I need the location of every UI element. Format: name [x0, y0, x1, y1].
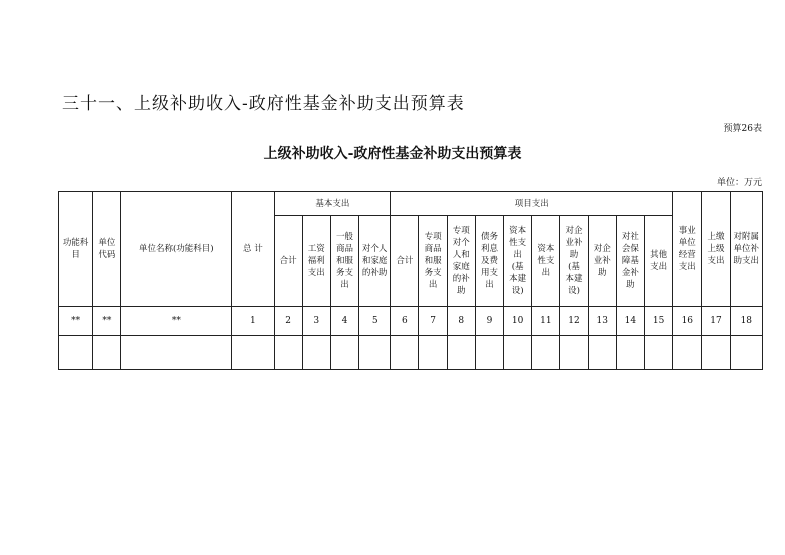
header-func-code: 功能科目 [59, 192, 93, 307]
header-unit-code: 单位代码 [93, 192, 121, 307]
header-turn-over: 上缴上级支出 [702, 192, 730, 307]
number-cell: 6 [391, 307, 419, 336]
number-cell: 17 [702, 307, 730, 336]
header-total: 总 计 [232, 192, 274, 307]
number-cell: 10 [504, 307, 532, 336]
header-basic-personal: 对个人和家庭的补助 [359, 216, 391, 307]
empty-cell [447, 336, 475, 370]
header-proj-goods: 专项商品和服务支出 [419, 216, 447, 307]
budget-table [58, 191, 763, 370]
header-proj-enterprise: 对企业补助 [588, 216, 616, 307]
number-cell: 13 [588, 307, 616, 336]
header-unit-name: 单位名称(功能科目) [121, 192, 232, 307]
section-title: 三十一、上级补助收入-政府性基金补助支出预算表 [62, 94, 465, 114]
header-business-operation: 事业单位经营支出 [673, 192, 702, 307]
header-basic-group: 基本支出 [274, 192, 391, 216]
empty-cell [644, 336, 672, 370]
empty-cell [504, 336, 532, 370]
number-cell: 2 [274, 307, 302, 336]
header-proj-debt: 债务利息及费用支出 [475, 216, 503, 307]
empty-cell [419, 336, 447, 370]
number-cell: 16 [673, 307, 702, 336]
empty-cell [730, 336, 762, 370]
empty-cell [359, 336, 391, 370]
empty-cell [702, 336, 730, 370]
header-subsidiary-subsidy: 对附属单位补助支出 [730, 192, 762, 307]
header-proj-subtotal: 合计 [391, 216, 419, 307]
header-proj-capital: 资本性支出 [532, 216, 560, 307]
header-proj-social-fund: 对社会保障基金补助 [616, 216, 644, 307]
empty-cell [302, 336, 330, 370]
table-row [59, 336, 763, 370]
empty-cell [93, 336, 121, 370]
number-cell: 4 [330, 307, 358, 336]
empty-cell [391, 336, 419, 370]
header-proj-personal: 专项对个人和家庭的补助 [447, 216, 475, 307]
number-cell: 11 [532, 307, 560, 336]
empty-cell [232, 336, 274, 370]
empty-cell [588, 336, 616, 370]
empty-cell [330, 336, 358, 370]
number-cell: 14 [616, 307, 644, 336]
empty-cell [560, 336, 588, 370]
header-basic-subtotal: 合计 [274, 216, 302, 307]
number-cell: ** [93, 307, 121, 336]
header-proj-capital-build: 资本性支出(基本建设) [504, 216, 532, 307]
number-cell: ** [59, 307, 93, 336]
table-number: 预算26表 [723, 124, 762, 134]
header-project-group: 项目支出 [391, 192, 673, 216]
number-cell: 8 [447, 307, 475, 336]
header-proj-enterprise-build: 对企业补助(基本建设) [560, 216, 588, 307]
number-cell: 12 [560, 307, 588, 336]
number-cell: 3 [302, 307, 330, 336]
unit-label: 单位：万元 [716, 178, 762, 188]
header-proj-other: 其他支出 [644, 216, 672, 307]
table-row [59, 307, 763, 336]
empty-cell [59, 336, 93, 370]
number-cell: 18 [730, 307, 762, 336]
header-basic-wage: 工资福利支出 [302, 216, 330, 307]
table-title: 上级补助收入-政府性基金补助支出预算表 [263, 146, 522, 162]
empty-cell [616, 336, 644, 370]
number-cell: 15 [644, 307, 672, 336]
header-basic-goods: 一般商品和服务支出 [330, 216, 358, 307]
number-cell: 7 [419, 307, 447, 336]
number-cell: 1 [232, 307, 274, 336]
empty-cell [673, 336, 702, 370]
number-cell: 5 [359, 307, 391, 336]
empty-cell [274, 336, 302, 370]
number-cell: ** [121, 307, 232, 336]
empty-cell [532, 336, 560, 370]
number-cell: 9 [475, 307, 503, 336]
empty-cell [121, 336, 232, 370]
empty-cell [475, 336, 503, 370]
